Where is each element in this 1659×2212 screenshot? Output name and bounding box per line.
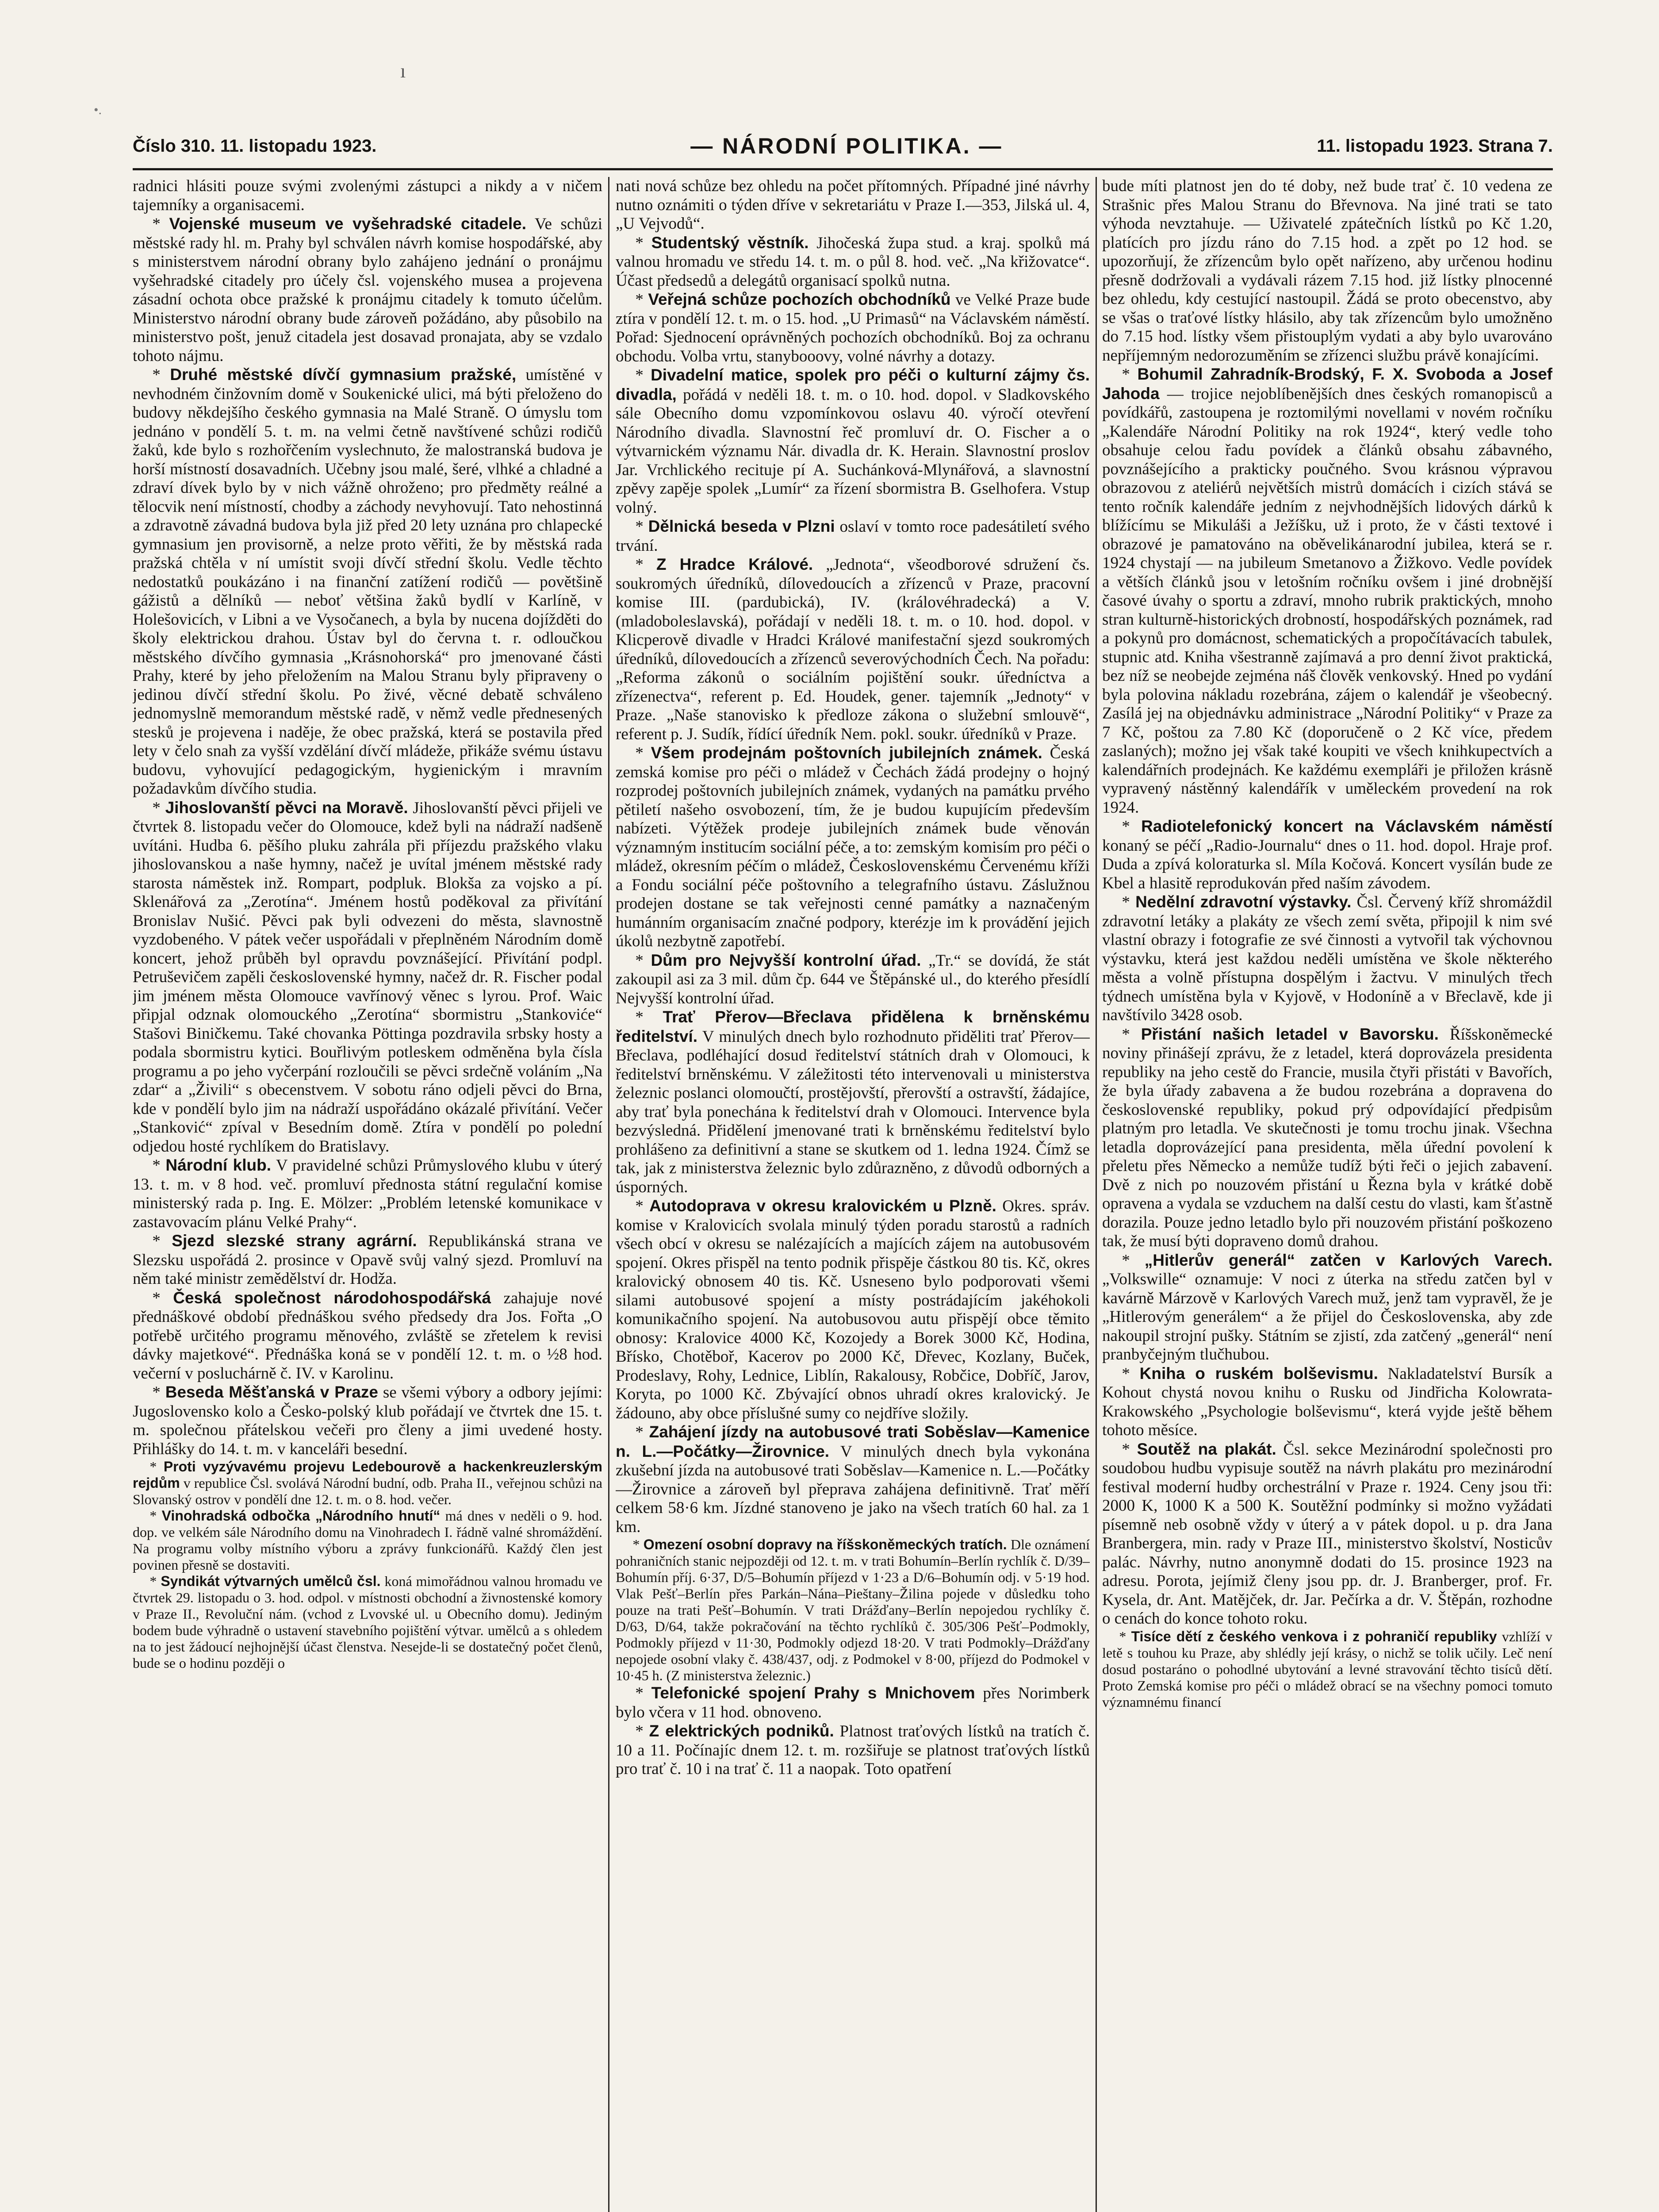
article: * Dělnická beseda v Plzni oslaví v tomto roce padesátiletí svého trvání. bbox=[616, 517, 1090, 555]
article-body: — trojice nejoblíbenějších dnes českých romanopisců a povídkářů, zastoupena je roztomilými novellami v novém ročníku „Kalendáře Národní Politiky na rok 1924“, který vedle toho obsahuje celou řadu povídek a článků obsahu zábavného, povznášejícího a prakticky poučného. Svou krásnou výpravou obrazovou z ateliérů největších mistrů domácích i cizích stává se tento ročník kalendáře jedním z nejvhodnějších lidových dárků k blížícímu se Mikuláši a Ježíšku, už i proto, že v části textové i obrazové je pamatováno na oběvelikánarodní jubilea, která se r. 1924 chystají — na jubileum Smetanovo a Žižkovo. Vedle povídek a větších článků jsou v letošním ročníku ovšem i jiné drobnější časové úvahy o sportu a zdraví, mnoho rubrik praktických, mnoho stran kulturně-historických drobností, hospodářských poznámek, rad a pokynů pro domácnost, schematických a propočítávacích tabulek, stupnic atd. Kniha všestranně zajímavá a pro denní život praktická, bez níž se neobejde zejména náš člověk venkovský. Hned po vydání byla polovina nákladu rozebrána, zájem o kalendář je všeobecný. Zasílá jej na objednávku administrace „Národní Politiky“ v Praze za 7 Kč, poštou za 7.80 Kč (doporučeně o 2 Kč více, předem zaslaných); možno jej však také koupiti ve všech knihkupectvích a kalendářních prodejnách. Ke každému exempláři je přiložen krásně vypravený nástěnný kalendářík v uměleckém provedení na rok 1924. bbox=[1102, 384, 1552, 817]
article-body: Nakladatelství Bursík a Kohout chystá novou knihu o Rusku od Jindřicha Kolowrata-Krakowského „Psychologie bolševismu“, která vyjde ještě během tohoto měsíce. bbox=[1102, 1364, 1552, 1439]
article: * Dům pro Nejvyšší kontrolní úřad. „Tr.“ se dovídá, že stát zakoupil asi za 3 mil. dům čp. 644 ve Štěpánské ul., do kterého přesídlí Nejvyšší kontrolní úřad. bbox=[616, 951, 1090, 1007]
article: * Tisíce dětí z českého venkova i z pohraničí republiky vzhlíží v letě s touhou ku Praze, aby shlédly její krásy, o nichž se tolik učily. Leč není dosud postaráno o pohodlné ubytování a levné stravování těchto tisíců dětí. Proto Zemská komise pro péči o mládež obrací se na všechny pomoci tomuto významnému financí bbox=[1102, 1628, 1552, 1710]
article-headline: Studentský věstník. bbox=[651, 233, 809, 252]
article-body: V pravidelné schůzi Průmyslového klubu v úterý 13. t. m. v 8 hod. več. promluví přednosta státní regulační komise ministerský rada p. Ing. E. Mölzer: „Problém letenské komunikace v zastavovacím plánu Velké Prahy“. bbox=[133, 1156, 602, 1231]
article-body: zahajuje nové přednáškové období přednáškou svého předsedy dra Jos. Fořta „O potřebě určitého programu měnového, zvláště se zřetelem k revisi dávky majetkové“. Přednáška koná se v pondělí 12. t. m. o ½8 hod. večerní v posluchárně č. IV. v Karolinu. bbox=[133, 1289, 602, 1382]
article: * Sjezd slezské strany agrární. Republikánská strana ve Slezsku uspořádá 2. prosince v Opavě svůj valný sjezd. Promluví na něm také ministr zemědělství dr. Hodža. bbox=[133, 1232, 602, 1288]
article-body: má dnes v neděli o 9. hod. dop. ve velkém sále Národního domu na Vinohradech I. řádně valné shromáždění. Na programu volby místního výboru a zprávy funkcionářů. Každý člen jest povinen přesně se dostaviti. bbox=[133, 1508, 602, 1573]
article-body: „Jednota“, všeodborové sdružení čs. soukromých úředníků, dílovedoucích a zřízenců v Praze, pracovní komise III. (pardubická), IV. (královéhradecká) a V. (mladoboleslavská), pořádají v neděli 18. t. m. o 10. hod. dopol. v Klicperově divadle v Hradci Králové manifestační sjezd soukromých úředníků, dílovedoucích a zřízenců severovýchodních Čech. Na pořadu: „Reforma zákonů o sociálním pojištění soukr. úředníctva a zřízenectva“, referent p. Ed. Houdek, gener. tajemník „Jednoty“ v Praze. „Naše stanovisko k předloze zákona o služební smlouvě“, referent p. J. Sudík, řídící úředník Nem. pokl. soukr. úředníků v Praze. bbox=[616, 556, 1090, 743]
article-body: Čsl. Červený kříž shromáždil zdravotní letáky a plakáty ze všech zemí světa, připojil k nim své vlastní obrazy i fotografie ze své činnosti a vytvořil tak výchovnou výstavku, která jest každou neděli umístěna ve škole některého města a volně přístupna dospělým i žactvu. V minulých třech týdnech umístěna byla v Kyjově, v Hodoníně a v Břeclavě, kde ji navštívilo 3428 osob. bbox=[1102, 893, 1552, 1024]
article-body: Ve schůzi městské rady hl. m. Prahy byl schválen návrh komise hospodářské, aby s ministerstvem národní obrany bylo zahájeno jednání o pronájmu vyšehradské citadely pro účely čsl. vojenského musea a projevena zásadní ochota obce pražské k pronájmu citadely k tomuto účelům. Ministerstvo národní obrany bude zároveň požádáno, aby působilo na ministerstvo pošt, jenuž citadela jest dosavad pronajata, aby se vzdalo tohoto nájmu. bbox=[133, 215, 602, 365]
article-headline: Dělnická beseda v Plzni bbox=[648, 517, 835, 535]
article-body: Česká zemská komise pro péči o mládež v Čechách žádá prodejny o hojný rozprodej poštovních jubilejních známek, vydaných na památku prvého pětiletí našeho osvobození, tím, že je budou kupujícím především nabízeti. Výtěžek prodeje jubilejních známek bude věnován významným institucím sociální péče, a to: zemským komisím pro péči o mládež, okresním péčím o mládež, Československému Červenému kříži a Fondu sociální péče poštovního a telegrafního ústavu. Záslužnou prodejen dostane se tak veřejnosti cenné památky a naznačeným humánním organisacím značné podpory, kterézje im k provádění jejich úkolů nezbytně zapotřebí. bbox=[616, 744, 1090, 950]
column-2 bbox=[616, 177, 1090, 2212]
article-body: Říšskoněmecké noviny přinášejí zprávu, že z letadel, která doprovázela presidenta republiky na jeho cestě do Francie, musila čtyři přistáti v Bavořích, že byla úřady zabavena a že budou rozebrána a dopravena do československé republiky, pokud prý odpovídající předpisům platným pro letadla. Ve skutečnosti je tomu trochu jinak. Všechna letadla doprovázející pana presidenta, měla úřední povolení k přeletu přes Německo a nemůže tudíž býti řeči o jejich zabavení. Dvě z nich po nouzovém přistání u Řezna byla v krátké době opravena a vydala se vzduchem na další cestu do vlasti, kam šťastně dorazila. Pouze jedno letadlo bylo při nouzovém přistání poškozeno tak, že musí býti dopraveno domů drahou. bbox=[1102, 1025, 1552, 1250]
article: * Autodoprava v okresu kralovickém u Plzně. Okres. správ. komise v Kralovicích svolala minulý týden poradu starostů a radních všech obcí v okresu se nalézajících a majících zájem na autobusovém spojení. Okres přispěl na tento podnik přispěje částkou 80 tis. Kč, okres kralovický obnosem 40 tis. Kč. Usneseno bylo podporovati všemi silami autobusové spojení a místy postrádajícím jakéhokoli komunikačního spojení. Na autobusovou autu přispějí obce těmito obnosy: Kralovice 4000 Kč, Kozojedy a Borek 3000 Kč, Hodina, Břísko, Chotěboř, Kacerov po 2000 Kč, Dřevec, Kozlany, Buček, Prodeslavy, Rohy, Lednice, Liblín, Rakalousy, Robčice, Dobříč, Jarov, Koryta, po 1000 Kč. Zbývající obnos uhradí okres kralovický. Je žádouno, aby obce příslušné sumy co nejdříve složily. bbox=[616, 1197, 1090, 1422]
article-body: bude míti platnost jen do té doby, než bude trať č. 10 vedena ze Strašnic přes Malou Stranu do Břevnova. Na jiné trati se tato výhoda nevztahuje. — Uživatelé zpátečních lístků po Kč 1.20, platících pro jízdu ráno do 7.15 hod. a zpět po 12 hod. se upozorňují, že zřízencům bylo opět nařízeno, aby určenou hodinu přesně dodržovali a vydávali rázem 7.15 hod. již lístky plnocenné bez ohledu, kdy cestující nastoupil. Žádá se proto obecenstvo, aby se všas o traťové lístky hlásilo, aby tak zřízencům bylo umožněno do 7.15 hod. lístky všem přistouplým vydati a aby bylo uvarováno nepříjemným nedorozuměním se zřízenci službu právě konajícími. bbox=[1102, 177, 1552, 365]
article: * Česká společnost národohospodářská zahajuje nové přednáškové období přednáškou svého předsedy dra Jos. Fořta „O potřebě určitého programu měnového, zvláště se zřetelem k revisi dávky majetkové“. Přednáška koná se v pondělí 12. t. m. o ½8 hod. večerní v posluchárně č. IV. v Karolinu. bbox=[133, 1288, 602, 1382]
page-header bbox=[133, 128, 1553, 164]
article-body: radnici hlásiti pouze svými zvolenými zástupci a nikdy a v ničem tajemníky a organisacemi. bbox=[133, 177, 602, 214]
article-continuation bbox=[616, 177, 1090, 234]
article-headline: „Hitlerův generál“ zatčen v Karlových Varech. bbox=[1144, 1251, 1552, 1269]
article: * Vojenské museum ve vyšehradské citadele. Ve schůzi městské rady hl. m. Prahy byl schválen návrh komise hospodářské, aby s ministerstvem národní obrany bylo zahájeno jednání o pronájmu vyšehradské citadely pro účely čsl. vojenského musea a projevena zásadní ochota obce pražské k pronájmu citadely k tomuto účelům. Ministerstvo národní obrany bude zároveň požádáno, aby působilo na ministerstvo pošt, jenuž citadela jest dosavad pronajata, aby se vzdalo tohoto nájmu. bbox=[133, 215, 602, 365]
column-divider bbox=[1096, 177, 1097, 2212]
article-body: V minulých dnech bylo rozhodnuto přiděliti trať Přerov—Břeclava, podléhající dosud ředitelství státních drah v Olomouci, k ředitelství brněnskému. V záležitosti této intervenovali u ministerstva železnic poslanci olomoučtí, prostějovští, přerovští a ostravští, žádajíce, aby trať byla ponechána k ředitelství drah v Olomouci. Intervence byla bezvýsledná. Přidělení jmenované trati k brněnskému ředitelství bylo prohlášeno za definitivní a stane se skutkem od 1. ledna 1924. Čímž se tak, jak z ministerstva železnic bylo zdůrazněno, z důvodů odborných a úsporných. bbox=[616, 1027, 1090, 1196]
column-3 bbox=[1102, 177, 1552, 2212]
article-headline: Z Hradce Králové. bbox=[656, 555, 813, 573]
article-headline: Vinohradská odbočka „Národního hnutí“ bbox=[161, 1508, 441, 1524]
article-headline: Druhé městské dívčí gymnasium pražské, bbox=[170, 365, 517, 384]
article-body: V minulých dnech byla vykonána zkušební jízda na autobusové trati Soběslav—Kamenice n. L.—Počátky—Žirovnice a zároveň byl přeprava zahájena definitivně. Trať měří celkem 58·6 km. Jízdné stanoveno je jako na všech tratích 60 hal. za 1 km. bbox=[616, 1442, 1090, 1536]
article-continuation bbox=[133, 177, 602, 215]
article: * „Hitlerův generál“ zatčen v Karlových Varech. „Volkswille“ oznamuje: V noci z úterka na středu zatčen byl v kavárně Márzově v Karlových Varech muž, jenž tam vypravěl, že je „Hitlerovým generálem“ a že přijel do Československa, aby zde nakoupil strojní pušky. Státním se zjistí, zda zatčený „generál“ není pranbyčejným tlučhubou. bbox=[1102, 1251, 1552, 1363]
article: * Nedělní zdravotní výstavky. Čsl. Červený kříž shromáždil zdravotní letáky a plakáty ze všech zemí světa, připojil k nim své vlastní obrazy i fotografie ze své činnosti a vytvořil tak výchovnou výstavku, která jest každou neděli umístěna ve škole některého města a volně přístupna dospělým i žactvu. V minulých třech týdnech umístěna byla v Kyjově, v Hodoníně a v Břeclavě, kde ji navštívilo 3428 osob. bbox=[1102, 893, 1552, 1024]
article-headline: Syndikát výtvarných umělců čsl. bbox=[161, 1573, 381, 1589]
column-1 bbox=[133, 177, 602, 2212]
article: * Soutěž na plakát. Čsl. sekce Mezinárodní společnosti pro soudobou hudbu vypisuje soutěž na návrh plakátu pro mezinárodní festival moderní hudby orchestrální v Praze r. 1924. Ceny jsou tři: 2000 K, 1000 K a 500 K. Soutěžní podmínky si možno vyžádati písemně neb osobně vždy v úterý a v pátek dopol. u p. dra Jana Branbergera, min. rady v Praze III., ministerstvo školství, Nosticův palác. Návrhy, nutno anonymně dodati do 15. prosince 1923 na adresu. Porota, jejímiž členy jsou pp. dr. J. Branberger, prof. Fr. Kysela, dr. Ant. Matějček, dr. Jar. Pečírka a dr. V. Štěpán, rozhodne o cenách do konce tohoto roku. bbox=[1102, 1440, 1552, 1628]
article: * Přistání našich letadel v Bavorsku. Říšskoněmecké noviny přinášejí zprávu, že z letadel, která doprovázela presidenta republiky na jeho cestě do Francie, musila čtyři přistáti v Bavořích, že byla úřady zabavena a že budou rozebrána a dopravena do československé republiky, pokud prý odpovídající předpisům platným pro letadla. Ve skutečnosti je tomu trochu jinak. Všechna letadla doprovázející pana presidenta, měla úřední povolení k přeletu přes Německo a nemůže tudíž býti řeči o jejich zabavení. Dvě z nich po nouzovém přistání u Řezna byla v krátké době opravena a vydala se vzduchem na další cestu do vlasti, kam šťastně dorazila. Pouze jedno letadlo bylo při nouzovém přistání poškozeno tak, že musí býti dopraveno domů drahou. bbox=[1102, 1025, 1552, 1250]
article-headline: Soutěž na plakát. bbox=[1137, 1440, 1276, 1458]
article-headline: Beseda Měšťanská v Praze bbox=[165, 1383, 378, 1401]
article-headline: Veřejná schůze pochozích obchodníků bbox=[648, 290, 951, 308]
margin-mark: •. bbox=[94, 103, 102, 117]
article-headline: Tisíce dětí z českého venkova i z pohraničí republiky bbox=[1131, 1628, 1497, 1644]
article-headline: Divadelní matice, spolek pro péči o kulturní zájmy čs. divadla, bbox=[616, 366, 1090, 403]
article-headline: Z elektrických podniků. bbox=[649, 1722, 834, 1740]
article-body: Platnost traťových lístků na tratích č. 10 a 11. Počínajíc dnem 12. t. m. rozšiřuje se platnost traťových lístků pro trať č. 10 i na trať č. 11 a naopak. Toto opatření bbox=[616, 1722, 1090, 1778]
article-body: přes Norimberk bylo včera v 11 hod. obnoveno. bbox=[616, 1684, 1090, 1721]
article: * Druhé městské dívčí gymnasium pražské, umístěné v nevhodném činžovním domě v Soukenické ulici, má býti přeloženo do budovy někdejšího českého gymnasia na Malé Straně. O úmyslu tom jednáno v pondělí 5. t. m. na velmi četně navštívené schůzi rodičů žaků, kde bylo s rozhořčením vyslechnuto, že malostranská budova je horší místností dosavadních. Učebny jsou malé, šeré, vlhké a chladné a zdraví dívek bylo by v nich vážně ohroženo; pro předměty reálné a tělocvik není místností, chodby a záchody nevyhovují. Tato nehostinná a zdravotně závadná budova byla již před 20 lety uznána pro chlapecké gymnasium jen provisorně, a nelze proto věřiti, že by městská rada pražská chtěla v ní umístit svoji dívčí střední školu. Vedle těchto nedostatků poukázáno i na finanční zatížení rodičů — povětšině gážistů a dělníků — neboť většina žaků bydlí v Karlíně, v Holešovicích, v Libni a ve Vysočanech, a byla by nucena dojížděti do školy elektrickou drahou. Ústav byl do června t. r. odloučkou městského dívčího gymnasia „Krásnohorská“ pro jmenované části Prahy, které by jeho přeložením na Malou Stranu byly připraveny o jedinou dívčí střední školu. Po živé, věcné debatě schváleno jednomyslně memorandum městské radě, v němž vedle přednesených stesků je projevena i naděje, že obec pražská, která se postavila před lety v čelo snah za vyšší vzdělání dívčí mládeže, přikáže svému ústavu budovu, vyhovující pedagogickým, hygienickým i mravním požadavkům dívčího studia. bbox=[133, 365, 602, 798]
article-body: pořádá v neděli 18. t. m. o 10. hod. dopol. v Sladkovského sále Obecního domu vzpomínkovou oslavu 40. výročí otevření Národního divadla. Slavnostní řeč promluví dr. O. Fischer a o výtvarnickém významu Nár. divadla dr. K. Herain. Slavnostní proslov Jar. Vrchlického recituje pí A. Suchánková-Mlynářová, a slavnostní zpěvy zapěje spolek „Lumír“ za řízení sbormistra B. Gselhofera. Vstup volný. bbox=[616, 385, 1090, 517]
article: * Z Hradce Králové. „Jednota“, všeodborové sdružení čs. soukromých úředníků, dílovedoucích a zřízenců v Praze, pracovní komise III. (pardubická), IV. (královéhradecká) a V. (mladoboleslavská), pořádají v neděli 18. t. m. o 10. hod. dopol. v Klicperově divadle v Hradci Králové manifestační sjezd soukromých úředníků, dílovedoucích a zřízenců severovýchodních Čech. Na pořadu: „Reforma zákonů o sociálním pojištění soukr. úředníctva a zřízenectva“, referent p. Ed. Houdek, gener. tajemník „Jednoty“ v Praze. „Naše stanovisko k předloze zákona o služební smlouvě“, referent p. J. Sudík, řídící úředník Nem. pokl. soukr. úředníků v Praze. bbox=[616, 555, 1090, 743]
article: * Studentský věstník. Jihočeská župa stud. a kraj. spolků má valnou hromadu ve středu 14. t. m. o půl 8. hod. več. „Na křižovatce“. Účast předsedů a delegátů organisací spolků nutna. bbox=[616, 233, 1090, 290]
article-body: nati nová schůze bez ohledu na počet přítomných. Případné jiné návrhy nutno oznámiti o týden dříve v sekretariátu v Praze I.—353, Jilská ul. 4, „U Vejvodů“. bbox=[616, 177, 1090, 233]
article-headline: Telefonické spojení Prahy s Mnichovem bbox=[651, 1684, 975, 1702]
column-divider bbox=[608, 177, 609, 2212]
article-headline: Vojenské museum ve vyšehradské citadele. bbox=[169, 215, 527, 233]
article-headline: Kniha o ruském bolševismu. bbox=[1139, 1364, 1378, 1382]
article: * Z elektrických podniků. Platnost traťových lístků na tratích č. 10 a 11. Počínajíc dnem 12. t. m. rozšiřuje se platnost traťových lístků pro trať č. 10 i na trať č. 11 a naopak. Toto opatření bbox=[616, 1722, 1090, 1778]
article-body: v republice Čsl. svolává Národní budní, odb. Praha II., veřejnou schůzi na Slovanský ostrov v pondělí dne 12. t. m. o 8. hod. večer. bbox=[133, 1475, 602, 1507]
article-body: Okres. správ. komise v Kralovicích svolala minulý týden poradu starostů a radních všech obcí v okresu se nalézajících a majících zájem na autobusovém spojení. Okres přispěl na tento podnik přispěje částkou 80 tis. Kč, okres kralovický obnosem 40 tis. Kč. Usneseno bylo podporovati všemi silami autobusové spojení a místy postrádajícím jakéhokoli komunikačního spojení. Na autobusovou autu přispějí obce těmito obnosy: Kralovice 4000 Kč, Kozojedy a Borek 3000 Kč, Hodina, Břísko, Chotěboř, Kacerov po 2000 Kč, Dřevec, Kozlany, Buček, Prodeslavy, Rohy, Lednice, Liblín, Rakalousy, Robčice, Dobříč, Jarov, Koryta, po 1000 Kč. Zbývající obnos uhradí okres kralovický. Je žádouno, aby obce příslušné sumy co nejdříve složily. bbox=[616, 1197, 1090, 1422]
article-headline: Proti vyzývavému projevu Ledebourově a hackenkreuzlerským rejdům bbox=[133, 1459, 602, 1491]
page-number: 11. listopadu 1923. Strana 7. bbox=[1317, 136, 1553, 156]
article-headline: Zahájení jízdy na autobusové trati Soběslav—Kamenice n. L.—Počátky—Žirovnice. bbox=[616, 1423, 1090, 1460]
article-body: Jihočeská župa stud. a kraj. spolků má valnou hromadu ve středu 14. t. m. o půl 8. hod. več. „Na křižovatce“. Účast předsedů a delegátů organisací spolků nutna. bbox=[616, 234, 1090, 290]
article-headline: Omezení osobní dopravy na říšskoněmeckých tratích. bbox=[643, 1536, 1007, 1552]
article-continuation bbox=[1102, 177, 1552, 365]
article-body: „Tr.“ se dovídá, že stát zakoupil asi za 3 mil. dům čp. 644 ve Štěpánské ul., do kterého přesídlí Nejvyšší kontrolní úřad. bbox=[616, 951, 1090, 1007]
article-headline: Přistání našich letadel v Bavorsku. bbox=[1141, 1025, 1439, 1043]
article: * Omezení osobní dopravy na říšskoněmeckých tratích. Dle oznámení pohraničních stanic nejpozději od 12. t. m. v trati Bohumín–Berlín rychlík č. D/39–Bohumín příj. 6·37, D/5–Bohumín příjezd v 1·23 a D/6–Bohumín odj. v 5·19 hod. Vlak Pešť–Berlín přes Parkán–Nána–Pieštany–Žilina pojede v důsledku toho pouze na trati Pešť–Bohumín. V trati Drážďany–Berlín nepojedou rychlíky č. D/63, D/64, takže pokračování na těchto rychlíků č. 305/306 Pešť–Podmokly, Podmokly příjezd v 11·30, Podmokly odjezd 18·20. V trati Podmokly–Drážďany nepojede osobní vlaky č. 438/437, odj. z Podmokel v 8·00, příjezd do Podmokel v 10·45 h. (Z ministerstva železnic.) bbox=[616, 1536, 1090, 1683]
article: * Národní klub. V pravidelné schůzi Průmyslového klubu v úterý 13. t. m. v 8 hod. več. promluví přednosta státní regulační komise ministerský rada p. Ing. E. Mölzer: „Problém letenské komunikace v zastavovacím plánu Velké Prahy“. bbox=[133, 1156, 602, 1231]
article-headline: Sjezd slezské strany agrární. bbox=[172, 1232, 417, 1250]
article-headline: Trať Přerov—Břeclava přidělena k brněnskému ředitelství. bbox=[616, 1008, 1090, 1045]
article: * Vinohradská odbočka „Národního hnutí“ má dnes v neděli o 9. hod. dop. ve velkém sále Národního domu na Vinohradech I. řádně valné shromáždění. Na programu volby místního výboru a zprávy funkcionářů. Každý člen jest povinen přesně se dostaviti. bbox=[133, 1508, 602, 1573]
article-headline: Národní klub. bbox=[165, 1156, 272, 1174]
article-body: „Volkswille“ oznamuje: V noci z úterka na středu zatčen byl v kavárně Márzově v Karlových Varech muž, jenž tam vypravěl, že je „Hitlerovým generálem“ a že přijel do Československa, aby zde nakoupil strojní pušky. Státním se zjistí, zda zatčený „generál“ není pranbyčejným tlučhubou. bbox=[1102, 1270, 1552, 1363]
article: * Radiotelefonický koncert na Václavském náměstí konaný se péčí „Radio-Journalu“ dnes o 11. hod. dopol. Hraje prof. Duda a zpívá koloraturka sl. Míla Kočová. Koncert vysílán bude ze Kbel a hlasitě reprodukován před naším závodem. bbox=[1102, 817, 1552, 892]
article: * Veřejná schůze pochozích obchodníků ve Velké Praze bude ztíra v pondělí 12. t. m. o 15. hod. „U Primasů“ na Václavském náměstí. Pořad: Sjednocení oprávněných pochozích obchodníků. Boj za ochranu obchodu. Volba vrtu, stanybooovy, volné návrhy a dotazy. bbox=[616, 290, 1090, 365]
article-headline: Nedělní zdravotní výstavky. bbox=[1135, 893, 1352, 911]
header-rule bbox=[133, 168, 1553, 170]
article: * Divadelní matice, spolek pro péči o kulturní zájmy čs. divadla, pořádá v neděli 18. t. m. o 10. hod. dopol. v Sladkovského sále Obecního domu vzpomínkovou oslavu 40. výročí otevření Národního divadla. Slavnostní řeč promluví dr. O. Fischer a o výtvarnickém významu Nár. divadla dr. K. Herain. Slavnostní proslov Jar. Vrchlického recituje pí A. Suchánková-Mlynářová, a slavnostní zpěvy zapěje spolek „Lumír“ za řízení sbormistra B. Gselhofera. Vstup volný. bbox=[616, 366, 1090, 517]
margin-mark: ı bbox=[400, 60, 406, 82]
article-body: ve Velké Praze bude ztíra v pondělí 12. t. m. o 15. hod. „U Primasů“ na Václavském náměstí. Pořad: Sjednocení oprávněných pochozích obchodníků. Boj za ochranu obchodu. Volba vrtu, stanybooovy, volné návrhy a dotazy. bbox=[616, 291, 1090, 365]
article-headline: Jihoslovanští pěvci na Moravě. bbox=[165, 798, 408, 817]
article: * Kniha o ruském bolševismu. Nakladatelství Bursík a Kohout chystá novou knihu o Rusku od Jindřicha Kolowrata-Krakowského „Psychologie bolševismu“, která vyjde ještě během tohoto měsíce. bbox=[1102, 1364, 1552, 1439]
article-body: Čsl. sekce Mezinárodní společnosti pro soudobou hudbu vypisuje soutěž na návrh plakátu pro mezinárodní festival moderní hudby orchestrální v Praze r. 1924. Ceny jsou tři: 2000 K, 1000 K a 500 K. Soutěžní podmínky si možno vyžádati písemně neb osobně vždy v úterý a v pátek dopol. u p. dra Jana Branbergera, min. rady v Praze III., ministerstvo školství, Nosticův palác. Návrhy, nutno anonymně dodati do 15. prosince 1923 na adresu. Porota, jejímiž členy jsou pp. dr. J. Branberger, prof. Fr. Kysela, dr. Ant. Matějček, dr. Jar. Pečírka a dr. V. Štěpán, rozhodne o cenách do konce tohoto roku. bbox=[1102, 1440, 1552, 1628]
article-headline: Česká společnost národohospodářská bbox=[173, 1288, 491, 1307]
newspaper-title: — NÁRODNÍ POLITIKA. — bbox=[690, 134, 1003, 158]
article: * Zahájení jízdy na autobusové trati Soběslav—Kamenice n. L.—Počátky—Žirovnice. V minulých dnech byla vykonána zkušební jízda na autobusové trati Soběslav—Kamenice n. L.—Počátky—Žirovnice a zároveň byl přeprava zahájena definitivně. Trať měří celkem 58·6 km. Jízdné stanoveno je jako na všech tratích 60 hal. za 1 km. bbox=[616, 1423, 1090, 1536]
article: * Proti vyzývavému projevu Ledebourově a hackenkreuzlerským rejdům v republice Čsl. svolává Národní budní, odb. Praha II., veřejnou schůzi na Slovanský ostrov v pondělí dne 12. t. m. o 8. hod. večer. bbox=[133, 1459, 602, 1507]
article-headline: Všem prodejnám poštovních jubilejních známek. bbox=[651, 744, 1042, 762]
article: * Trať Přerov—Břeclava přidělena k brněnskému ředitelství. V minulých dnech bylo rozhodnuto přiděliti trať Přerov—Břeclava, podléhající dosud ředitelství státních drah v Olomouci, k ředitelství brněnskému. V záležitosti této intervenovali u ministerstva železnic poslanci olomoučtí, prostějovští, přerovští a ostravští, žádajíce, aby trať byla ponechána k ředitelství drah v Olomouci. Intervence byla bezvýsledná. Přidělení jmenované trati k brněnskému ředitelství bylo prohlášeno za definitivní a stane se skutkem od 1. ledna 1924. Čímž se tak, jak z ministerstva železnic bylo zdůrazněno, z důvodů odborných a úsporných. bbox=[616, 1008, 1090, 1196]
article-body: Republikánská strana ve Slezsku uspořádá 2. prosince v Opavě svůj valný sjezd. Promluví na něm také ministr zemědělství dr. Hodža. bbox=[133, 1232, 602, 1288]
article: * Syndikát výtvarných umělců čsl. koná mimořádnou valnou hromadu ve čtvrtek 29. listopadu o 3. hod. odpol. v místnosti obchodní a živnostenské komory v Praze II., Revoluční nám. (vchod z Lvovské ul. u Obecního domu). Jediným bodem bude výhradně o ustavení stavebního pojištění výtvar. umělců a s ohledem na to jest žádoucí nejhojnější účast členstva. Nesejde-li se dostatečný počet členů, bude se o hodinu později o bbox=[133, 1573, 602, 1671]
article-body: vzhlíží v letě s touhou ku Praze, aby shlédly její krásy, o nichž se tolik učily. Leč není dosud postaráno o pohodlné ubytování a levné stravování těchto tisíců dětí. Proto Zemská komise pro péči o mládež obrací se na všechny pomoci tomuto významnému financí bbox=[1102, 1628, 1552, 1710]
article: * Bohumil Zahradník-Brodský, F. X. Svoboda a Josef Jahoda — trojice nejoblíbenějších dnes českých romanopisců a povídkářů, zastoupena je roztomilými novellami v novém ročníku „Kalendáře Národní Politiky na rok 1924“, který vedle toho obsahuje celou řadu povídek a článků obsahu zábavného, povznášejícího a prakticky poučného. Svou krásnou výpravou obrazovou z ateliérů největších mistrů domácích i cizích stává se tento ročník kalendáře jedním z nejvhodnějších lidových dárků k blížícímu se Mikuláši a Ježíšku, už i proto, že v části textové i obrazové je pamatováno na oběvelikánarodní jubilea, která se r. 1924 chystají — na jubileum Smetanovo a Žižkovo. Vedle povídek a větších článků jsou v letošním ročníku ovšem i jiné drobnější časové úvahy o sportu a zdraví, mnoho rubrik praktických, mnoho stran kulturně-historických drobností, hospodářských poznámek, rad a pokynů pro domácnost, schematických a propočítávacích tabulek, stupnic atd. Kniha všestranně zajímavá a pro denní život praktická, bez níž se neobejde zejména náš člověk venkovský. Hned po vydání byla polovina nákladu rozebrána, zájem o kalendář je všeobecný. Zasílá jej na objednávku administrace „Národní Politiky“ v Praze za 7 Kč, poštou za 7.80 Kč (doporučeně o 2 Kč více, předem zaslaných); možno jej však také koupiti ve všech knihkupectvích a kalendářních prodejnách. Ke každému exempláři je přiložen krásně vypravený nástěnný kalendářík v uměleckém provedení na rok 1924. bbox=[1102, 365, 1552, 817]
article-body: Jihoslovanští pěvci přijeli ve čtvrtek 8. listopadu večer do Olomouce, kdež byli na nádraží nadšeně uvítáni. Hudba 6. pěšího pluku zahrála při příjezdu pražského vlaku jihoslovanskou a naše hymny, načež je uvítal jménem městské rady starosta náměstek inž. Rompart, podpluk. Blokša za vojsko a pí. Sklenářová za „Zerotína“. Jménem hostů poděkoval za přivítání Bronislav Nušić. Pěvci pak byli odvezeni do města, slavnostně vyzdobeného. V pátek večer uspořádali v přeplněném Národním domě koncert, jehož průběh byl opravdu povznášející. Přivítání podpl. Petruševičem zapěli československé hymny, načež dr. R. Fischer podal jim jménem města Olomouce vavřínový věnec s lyrou. Prof. Waic připjal odznak olomouckého „Zerotína“ sbormistru „Stankoviće“ Stašovi Biničkemu. Také chovanka Pöttinga pozdravila srbsky hosty a podala sbormistru kytici. Bouřlivým potleskem odměněna byla čísla programu a po jeho vyčerpání rozloučili se pěvci srdečně voláním „Na zdar“ a „Živili“ s obecenstvem. V sobotu ráno odjeli pěvci do Brna, kde v pondělí bylo jim na nádraží uspořádáno okázalé přivítání. Večer „Stanković“ zpíval v Besedním domě. Ztíra v pondělí po polední odjedou hosté rychlíkem do Bratislavy. bbox=[133, 799, 602, 1156]
article-headline: Bohumil Zahradník-Brodský, F. X. Svoboda a Josef Jahoda bbox=[1102, 365, 1552, 403]
article-headline: Dům pro Nejvyšší kontrolní úřad. bbox=[651, 951, 921, 969]
article-body: konaný se péčí „Radio-Journalu“ dnes o 11. hod. dopol. Hraje prof. Duda a zpívá koloraturka sl. Míla Kočová. Koncert vysílán bude ze Kbel a hlasitě reprodukován před naším závodem. bbox=[1102, 836, 1552, 892]
issue-number: Číslo 310. 11. listopadu 1923. bbox=[133, 136, 377, 156]
article-headline: Radiotelefonický koncert na Václavském náměstí bbox=[1141, 817, 1552, 835]
article-headline: Autodoprava v okresu kralovickém u Plzně. bbox=[649, 1197, 996, 1215]
article: * Jihoslovanští pěvci na Moravě. Jihoslovanští pěvci přijeli ve čtvrtek 8. listopadu večer do Olomouce, kdež byli na nádraží nadšeně uvítáni. Hudba 6. pěšího pluku zahrála při příjezdu pražského vlaku jihoslovanskou a naše hymny, načež je uvítal jménem městské rady starosta náměstek inž. Rompart, podpluk. Blokša za vojsko a pí. Sklenářová za „Zerotína“. Jménem hostů poděkoval za přivítání Bronislav Nušić. Pěvci pak byli odvezeni do města, slavnostně vyzdobeného. V pátek večer uspořádali v přeplněném Národním domě koncert, jehož průběh byl opravdu povznášející. Přivítání podpl. Petruševičem zapěli československé hymny, načež dr. R. Fischer podal jim jménem města Olomouce vavřínový věnec s lyrou. Prof. Waic připjal odznak olomouckého „Zerotína“ sbormistru „Stankoviće“ Stašovi Biničkemu. Také chovanka Pöttinga pozdravila srbsky hosty a podala sbormistru kytici. Bouřlivým potleskem odměněna byla čísla programu a po jeho vyčerpání rozloučili se pěvci srdečně voláním „Na zdar“ a „Živili“ s obecenstvem. V sobotu ráno odjeli pěvci do Brna, kde v pondělí bylo jim na nádraží uspořádáno okázalé přivítání. Večer „Stanković“ zpíval v Besedním domě. Ztíra v pondělí po polední odjedou hosté rychlíkem do Bratislavy. bbox=[133, 798, 602, 1156]
article: * Všem prodejnám poštovních jubilejních známek. Česká zemská komise pro péči o mládež v Čechách žádá prodejny o hojný rozprodej poštovních jubilejních známek, vydaných na památku prvého pětiletí našeho osvobození, tím, že je budou kupujícím především nabízeti. Výtěžek prodeje jubilejních známek bude věnován významným institucím sociální péče, a to: zemským komisím pro péči o mládež, okresním péčím o mládež, Československému Červenému kříži a Fondu sociální péče poštovního a telegrafního ústavu. Záslužnou prodejen dostane se tak veřejnosti cenné památky a naznačeným humánním organisacím značné podpory, kterézje im k provádění jejich úkolů nezbytně zapotřebí. bbox=[616, 744, 1090, 950]
article: * Beseda Měšťanská v Praze se všemi výbory a odbory jejími: Jugoslovensko kolo a Česko-polský klub pořádají ve čtvrtek dne 15. t. m. společnou přátelskou večeři pro členy a jimi uvedené hosty. Přihlášky do 14. t. m. v kanceláři besední. bbox=[133, 1383, 602, 1458]
article-body: umístěné v nevhodném činžovním domě v Soukenické ulici, má býti přeloženo do budovy někdejšího českého gymnasia na Malé Straně. O úmyslu tom jednáno v pondělí 5. t. m. na velmi četně navštívené schůzi rodičů žaků, kde bylo s rozhořčením vyslechnuto, že malostranská budova je horší místností dosavadních. Učebny jsou malé, šeré, vlhké a chladné a zdraví dívek bylo by v nich vážně ohroženo; pro předměty reálné a tělocvik není místností, chodby a záchody nevyhovují. Tato nehostinná a zdravotně závadná budova byla již před 20 lety uznána pro chlapecké gymnasium jen provisorně, a nelze proto věřiti, že by městská rada pražská chtěla v ní umístit svoji dívčí střední školu. Vedle těchto nedostatků poukázáno i na finanční zatížení rodičů — povětšině gážistů a dělníků — neboť většina žaků bydlí v Karlíně, v Holešovicích, v Libni a ve Vysočanech, a byla by nucena dojížděti do školy elektrickou drahou. Ústav byl do června t. r. odloučkou městského dívčího gymnasia „Krásnohorská“ pro jmenované části Prahy, které by jeho přeložením na Malou Stranu byly připraveny o jedinou dívčí střední školu. Po živé, věcné debatě schváleno jednomyslně memorandum městské radě, v němž vedle přednesených stesků je projevena i naděje, že obec pražská, která se postavila před lety v čelo snah za vyšší vzdělání dívčí mládeže, přikáže svému ústavu budovu, vyhovující pedagogickým, hygienickým i mravním požadavkům dívčího studia. bbox=[133, 366, 602, 798]
article-body: oslaví v tomto roce padesátiletí svého trvání. bbox=[616, 518, 1090, 555]
article-body: koná mimořádnou valnou hromadu ve čtvrtek 29. listopadu o 3. hod. odpol. v místnosti obchodní a živnostenské komory v Praze II., Revoluční nám. (vchod z Lvovské ul. u Obecního domu). Jediným bodem bude výhradně o ustavení stavebního pojištění výtvar. umělců a s ohledem na to jest žádoucí nejhojnější účast členstva. Nesejde-li se dostatečný počet členů, bude se o hodinu později o bbox=[133, 1573, 602, 1671]
article-body: se všemi výbory a odbory jejími: Jugoslovensko kolo a Česko-polský klub pořádají ve čtvrtek dne 15. t. m. společnou přátelskou večeři pro členy a jimi uvedené hosty. Přihlášky do 14. t. m. v kanceláři besední. bbox=[133, 1383, 602, 1458]
article-body: Dle oznámení pohraničních stanic nejpozději od 12. t. m. v trati Bohumín–Berlín rychlík č. D/39–Bohumín příj. 6·37, D/5–Bohumín příjezd v 1·23 a D/6–Bohumín odj. v 5·19 hod. Vlak Pešť–Berlín přes Parkán–Nána–Pieštany–Žilina pojede v důsledku toho pouze na trati Pešť–Bohumín. V trati Drážďany–Berlín nepojedou rychlíky č. D/63, D/64, takže pokračování na těchto rychlíků č. 305/306 Pešť–Podmokly, Podmokly příjezd v 11·30, Podmokly odjezd 18·20. V trati Podmokly–Drážďany nepojede osobní vlaky č. 438/437, odj. z Podmokel v 8·00, příjezd do Podmokel v 10·45 h. (Z ministerstva železnic.) bbox=[616, 1536, 1090, 1683]
article: * Telefonické spojení Prahy s Mnichovem přes Norimberk bylo včera v 11 hod. obnoveno. bbox=[616, 1684, 1090, 1721]
